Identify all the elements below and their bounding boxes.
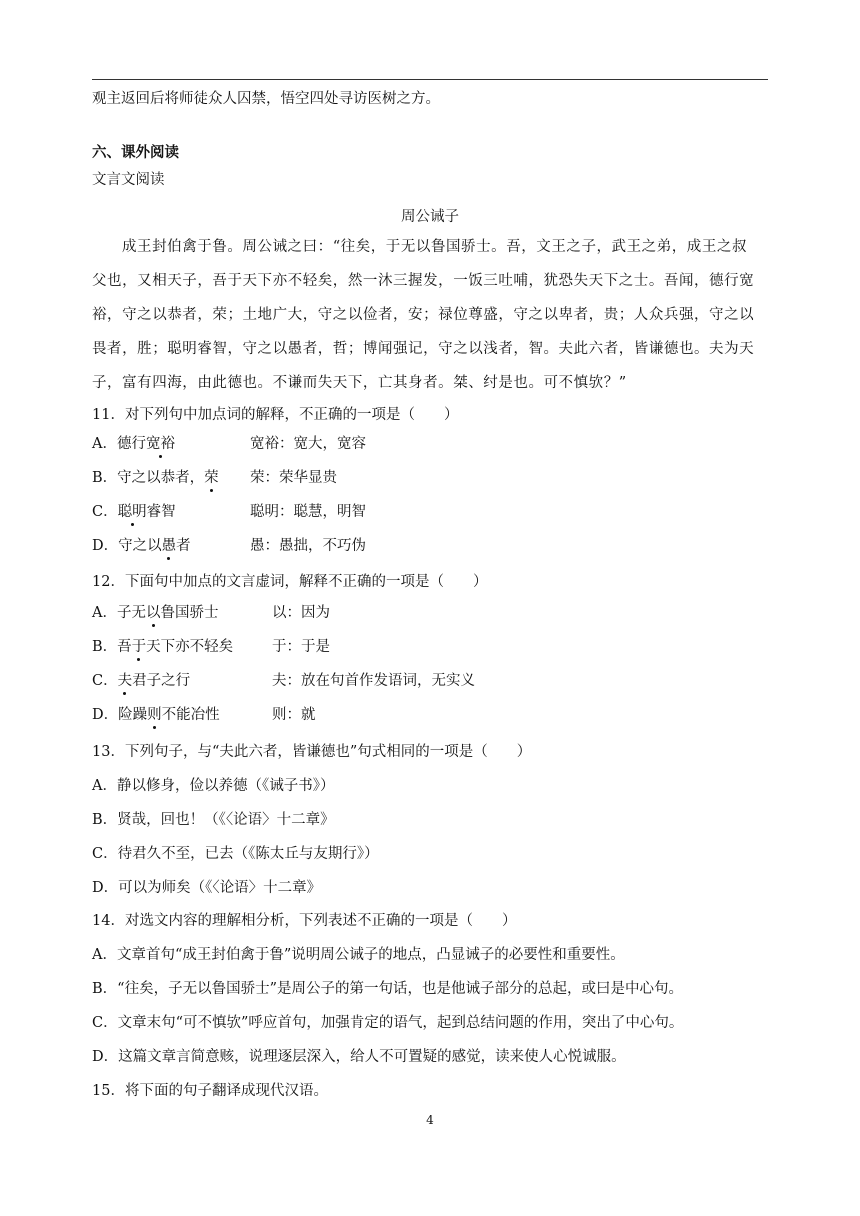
continuation-text: 观主返回后将师徒众人囚禁，悟空四处寻访医树之方。 (92, 91, 440, 107)
q11-stem: 11．对下列句中加点词的解释，不正确的一项是（ ） (92, 407, 459, 423)
q13-option-c: C．待君久不至，已去（《陈太丘与友期行》） (92, 846, 379, 862)
q11-option-c: C．聪明睿智 (92, 504, 176, 520)
q14-stem: 14．对选文内容的理解相分析，下列表述不正确的一项是（ ） (92, 913, 517, 929)
q15-stem: 15．将下面的句子翻译成现代汉语。 (92, 1083, 328, 1099)
q12-option-d: D．险躁则不能冶性 (92, 707, 220, 723)
passage-line-1: 成王封伯禽于鲁。周公诫之曰：“往矣，于无以鲁国骄士。吾，文王之子，武王之弟，成王之叔 (122, 239, 748, 255)
q12-gloss-b: 于：于是 (272, 639, 330, 655)
q11-option-d: D．守之以愚者 (92, 538, 191, 554)
q12-gloss-d: 则：就 (272, 707, 316, 723)
q12-option-b: B．吾于天下亦不轻矣 (92, 639, 234, 655)
passage-line-2: 父也，又相天子，吾于天下亦不轻矣，然一沐三握发，一饭三吐哺，犹恐失天下之士。吾闻，德行宽 (92, 273, 755, 289)
q14-option-c: C．文章末句“可不慎欤”呼应首句，加强肯定的语气，起到总结问题的作用，突出了中心句。 (92, 1015, 684, 1031)
q14-option-a: A．文章首句“成王封伯禽于鲁”说明周公诫子的地点，凸显诫子的必要性和重要性。 (92, 947, 625, 963)
q11-gloss-c: 聪明：聪慧，明智 (250, 504, 366, 520)
subsection-label: 文言文阅读 (92, 172, 165, 188)
q11-gloss-b: 荣：荣华显贵 (250, 470, 337, 486)
header-rule (92, 79, 768, 80)
q14-option-b: B．“往矣，子无以鲁国骄士”是周公子的第一句话，也是他诫子部分的总起，或曰是中心句。 (92, 981, 683, 997)
passage-title: 周公诫子 (401, 209, 459, 225)
q12-gloss-a: 以：因为 (272, 605, 330, 621)
section-heading: 六、课外阅读 (92, 145, 179, 161)
passage-line-3: 裕，守之以恭者，荣；土地广大，守之以俭者，安；禄位尊盛，守之以卑者，贵；人众兵强，守之以 (92, 307, 755, 323)
q13-option-a: A．静以修身，俭以养德（《诫子书》） (92, 778, 335, 794)
passage-line-5: 子，富有四海，由此德也。不谦而失天下，亡其身者。桀、纣是也。可不慎欤？” (92, 375, 627, 391)
q12-option-c: C．夫君子之行 (92, 673, 191, 689)
q13-option-b: B．贤哉，回也！（《〈论语〉十二章》 (92, 812, 335, 828)
q11-option-a: A．德行宽裕 (92, 436, 175, 452)
q12-stem: 12．下面句中加点的文言虚词，解释不正确的一项是（ ） (92, 574, 488, 590)
q11-gloss-a: 宽裕：宽大，宽容 (250, 436, 366, 452)
q11-gloss-d: 愚：愚拙，不巧伪 (250, 538, 366, 554)
page-number: 4 (426, 1113, 434, 1127)
q14-option-d: D．这篇文章言简意赅，说理逐层深入，给人不可置疑的感觉，读来使人心悦诚服。 (92, 1049, 626, 1065)
q12-option-a: A．子无以鲁国骄士 (92, 605, 219, 621)
q12-gloss-c: 夫：放在句首作发语词，无实义 (272, 673, 475, 689)
passage-line-4: 畏者，胜；聪明睿智，守之以愚者，哲；博闻强记，守之以浅者，智。夫此六者，皆谦德也。夫为天 (92, 341, 755, 357)
q13-option-d: D．可以为师矣（《〈论语〉十二章》 (92, 880, 322, 896)
q11-option-b: B．守之以恭者，荣 (92, 470, 219, 486)
q13-stem: 13．下列句子，与“夫此六者，皆谦德也”句式相同的一项是（ ） (92, 744, 532, 760)
